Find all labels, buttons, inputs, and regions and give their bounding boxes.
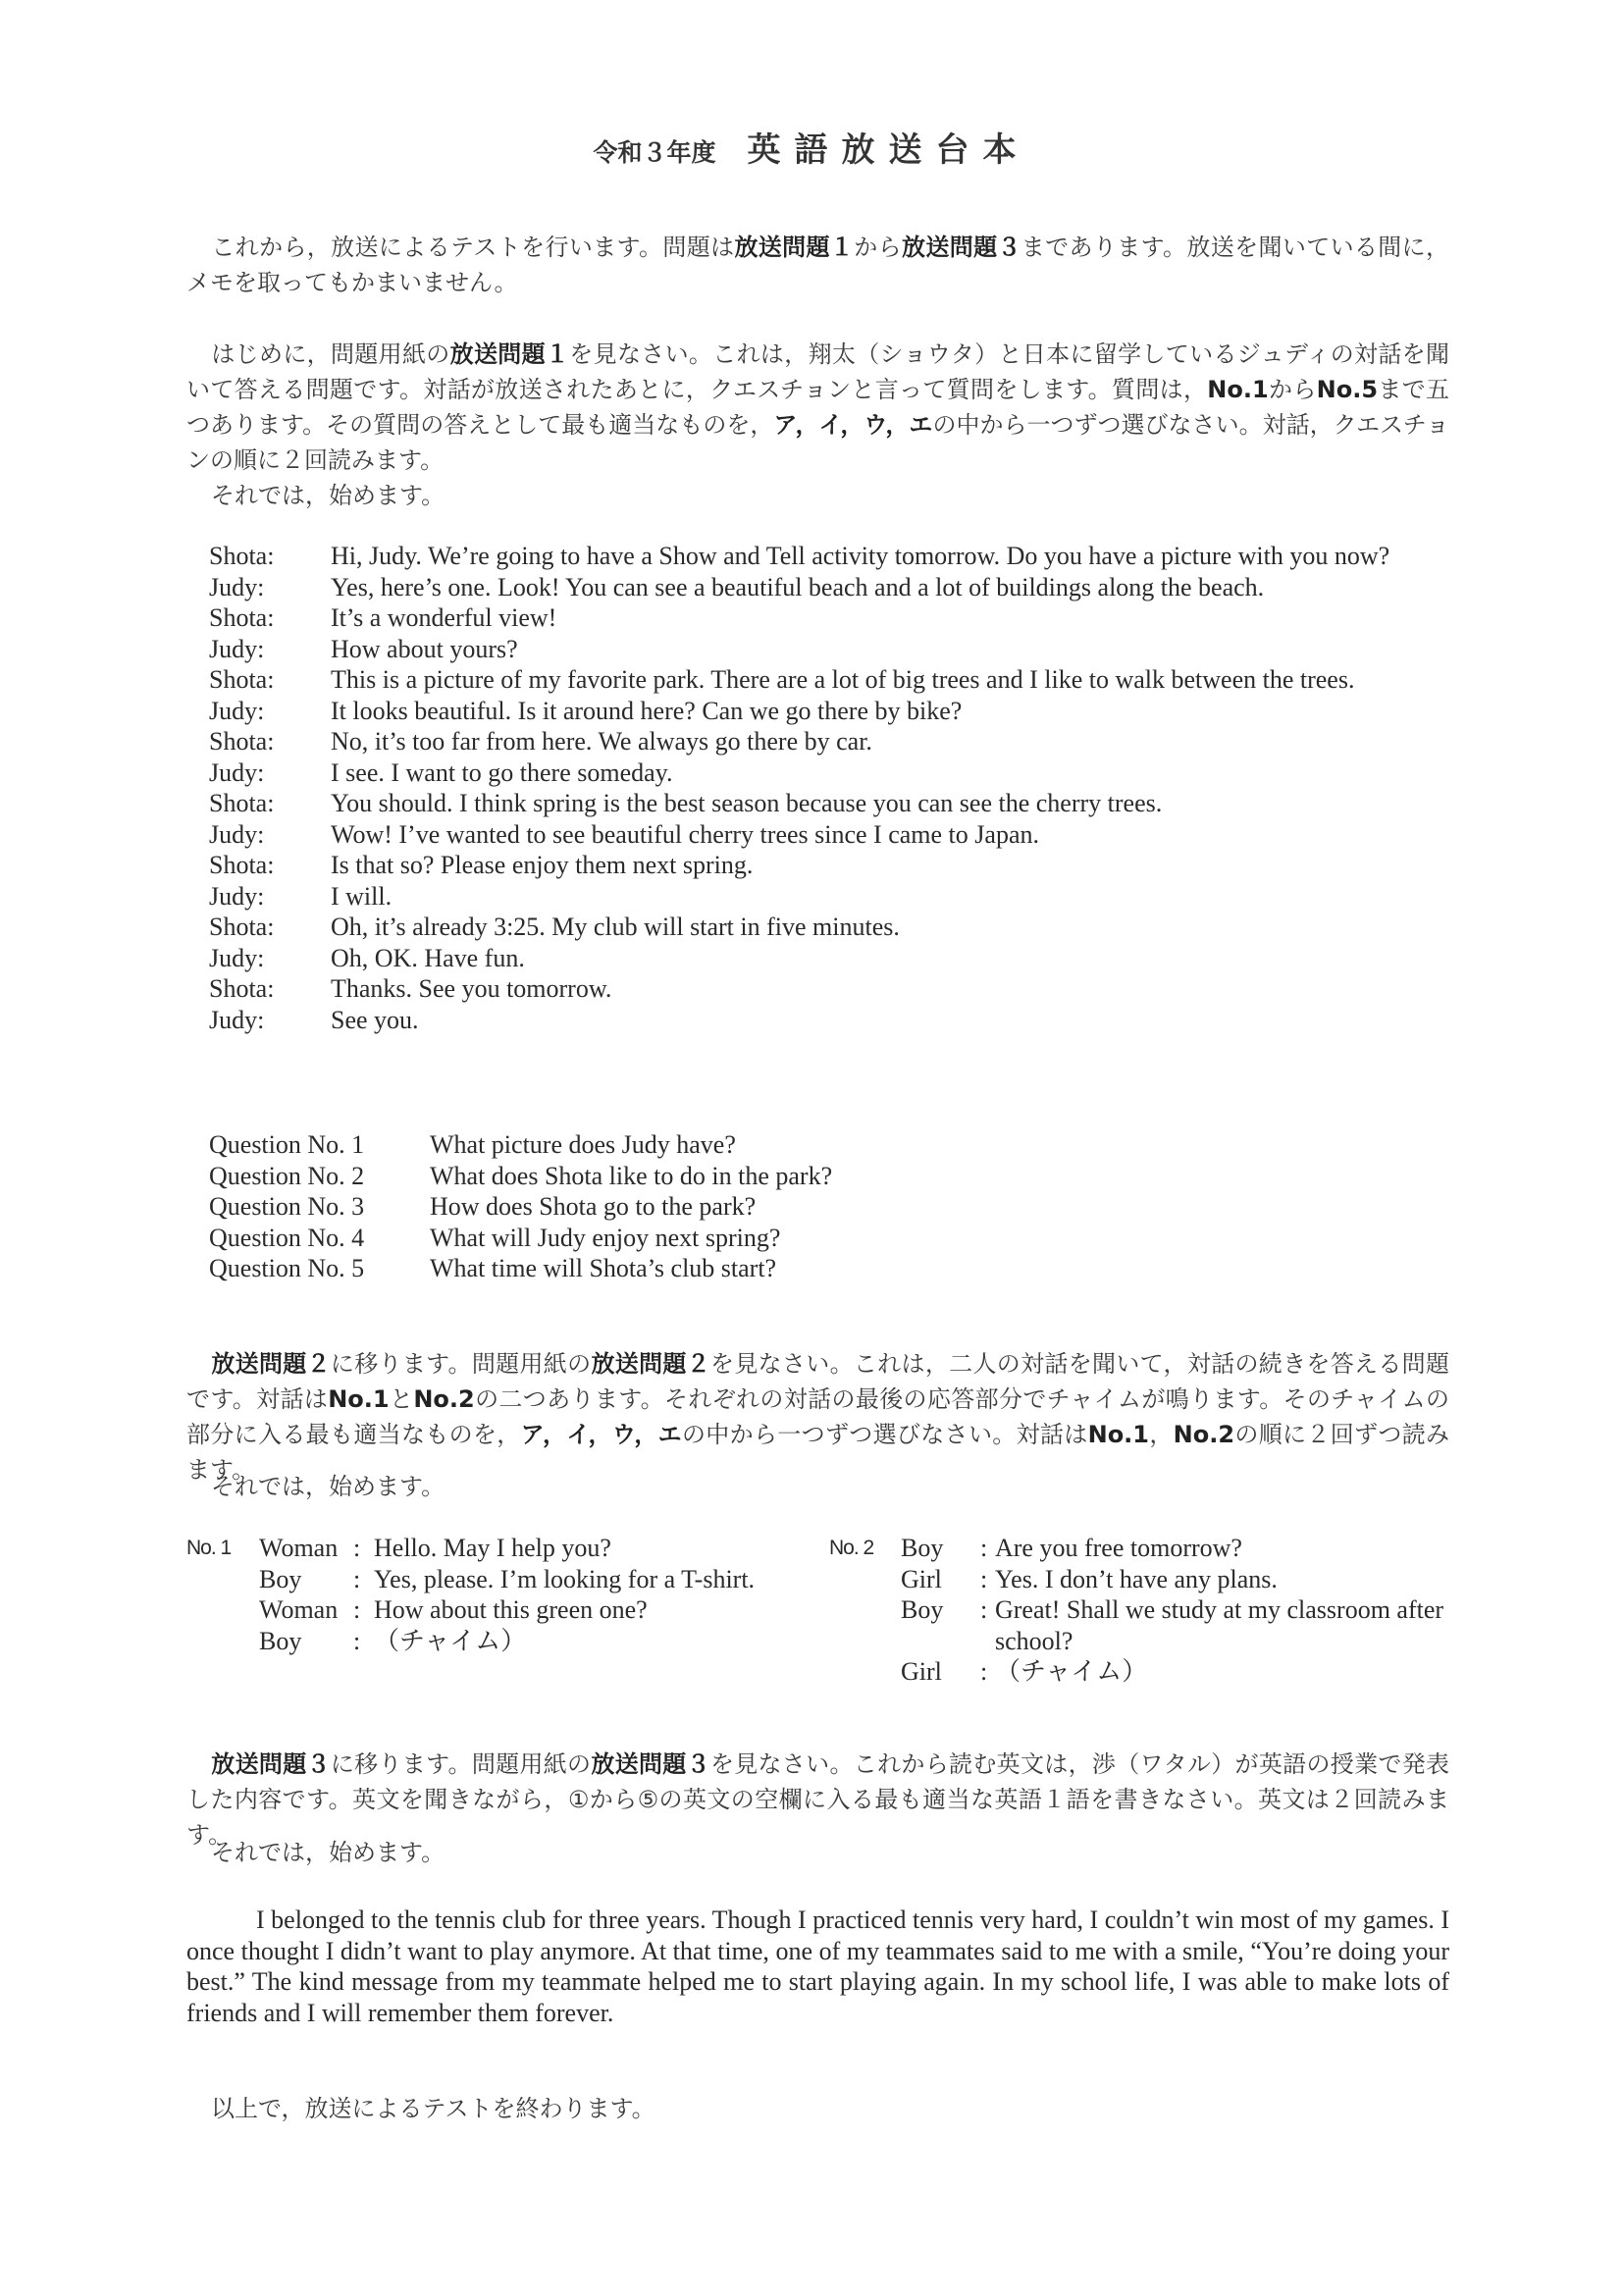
dialogue-line: Yes, please. I’m looking for a T-shirt. (374, 1564, 756, 1593)
speaker-name: Girl (901, 1657, 942, 1686)
question-text: What will Judy enjoy next spring? (430, 1223, 781, 1252)
question-text: How does Shota go to the park? (430, 1192, 757, 1221)
section2-dialogue-no2 (829, 1533, 1451, 1688)
speaker-name: Boy (259, 1564, 302, 1593)
page-title (0, 123, 1623, 171)
speaker-name: Boy (259, 1626, 302, 1655)
dialogue-line: I will. (331, 881, 393, 911)
text-segment: の中から一つずつ選びなさい。対話，クエスチョンの順に２回読みます。 (186, 411, 1449, 474)
dialogue-line: Is that so? Please enjoy them next spring. (331, 851, 754, 879)
text-segment: これから，放送によるテストを行います。問題は (211, 234, 735, 261)
spacer (186, 1564, 259, 1595)
speaker-name: Judy: (209, 819, 265, 849)
text-segment: の二つあります。それぞれの対話の最後の応答部分でチャイムが鳴ります。そのチャイムの部分に入る最も適当なものを， (186, 1385, 1450, 1448)
text-segment: と (389, 1385, 414, 1413)
bold-term: 放送問題３ (211, 1750, 331, 1778)
bold-term: No.1 (1207, 376, 1269, 403)
speaker-name: Shota: (209, 851, 275, 879)
text-segment: の順に２回ずつ読みます。 (186, 1421, 1450, 1484)
speaker-name: Shota: (209, 542, 275, 570)
intro-paragraph (186, 230, 1449, 300)
text-segment: はじめに，問題用紙の (211, 340, 450, 368)
text-segment: の中から一つずつ選びなさい。対話は (681, 1421, 1088, 1448)
question-label: Question No. 1 (209, 1130, 365, 1159)
question-text: What picture does Judy have? (430, 1130, 736, 1159)
text-segment: から (1268, 376, 1317, 403)
dialogue-line: Thanks. See you tomorrow. (331, 974, 612, 1003)
dialogue-line: Oh, OK. Have fun. (331, 943, 525, 972)
colon: : (980, 1657, 988, 1686)
question-label: Question No. 2 (209, 1161, 365, 1190)
speaker-name: Judy: (209, 757, 265, 787)
section1-dialogue (209, 541, 1449, 1035)
colon: : (353, 1595, 361, 1624)
speaker-name: Shota: (209, 665, 275, 694)
speaker-name: Boy (901, 1534, 944, 1562)
section2-dialogue-no1 (186, 1533, 755, 1656)
speaker-name: Woman (259, 1595, 339, 1624)
spacer (186, 1594, 259, 1626)
dialogue-line: （チャイム） (374, 1626, 527, 1655)
closing-text: 以上で，放送によるテストを終わります。 (211, 2095, 655, 2122)
text-segment: まで五つあります。その質問の答えとして最も適当なものを， (186, 376, 1450, 439)
dialogue-line: Yes. I don’t have any plans. (995, 1564, 1278, 1593)
colon: : (980, 1595, 988, 1624)
dialogue-line: Yes, here’s one. Look! You can see a beautiful beach and a lot of buildings along the beach. (331, 572, 1265, 601)
bold-term: 放送問題３ (591, 1750, 710, 1778)
speaker-name: Girl (901, 1564, 942, 1593)
colon: : (353, 1626, 361, 1655)
bold-term: 放送問題２ (211, 1350, 331, 1378)
section2-start: それでは，始めます。 (211, 1473, 445, 1500)
text-segment: を見なさい。これは，二人の対話を聞いて，対話の続きを答える問題です。対話は (186, 1350, 1449, 1413)
speaker-name: Shota: (209, 727, 275, 756)
spacer (186, 1626, 259, 1657)
text-segment: ， (1149, 1421, 1174, 1448)
dialogue-line: How about this green one? (374, 1595, 648, 1624)
question-text: What does Shota like to do in the park? (430, 1161, 833, 1190)
speaker-name: Shota: (209, 789, 275, 817)
spacer (829, 1656, 901, 1688)
bold-term: 放送問題１ (734, 234, 855, 261)
speaker-name: Shota: (209, 974, 275, 1003)
text-segment: を見なさい。これは，翔太（ショウタ）と日本に留学しているジュディの対話を聞いて答える問題です。対話が放送されたあとに，クエスチョンと言って質問をします。質問は， (186, 340, 1450, 403)
speaker-name: Judy: (209, 1005, 265, 1034)
text-segment: を見なさい。これから読む英文は，渉（ワタル）が英語の授業で発表した内容です。英文を聞きながら，①から⑤の英文の空欄に入る最も適当な英語１語を書きなさい。英文は２回読みます。 (186, 1750, 1450, 1849)
dialogue-number: No. 1 (186, 1537, 232, 1559)
text-segment: から (854, 234, 902, 261)
section2-instructions (186, 1346, 1449, 1487)
dialogue-line: Wow! I’ve wanted to see beautiful cherry trees since I came to Japan. (331, 819, 1039, 849)
dialogue-line: Great! Shall we study at my classroom after school? (995, 1595, 1444, 1655)
section3-start: それでは，始めます。 (211, 1839, 445, 1866)
dialogue-line: I see. I want to go there someday. (331, 757, 673, 787)
bold-term: 放送問題２ (591, 1350, 711, 1378)
bold-term: ア，イ，ウ，エ (520, 1421, 682, 1448)
colon: : (980, 1534, 988, 1562)
text-segment: まであります。放送を聞いている間に，メモを取ってもかまいません。 (186, 234, 1450, 296)
dialogue-line: It’s a wonderful view! (331, 603, 557, 632)
dialogue-line: No, it’s too far from here. We always go there by car. (331, 727, 872, 756)
colon: : (353, 1564, 361, 1593)
bold-term: No.2 (413, 1385, 475, 1413)
dialogue-line: How about yours? (331, 634, 518, 663)
section1-instructions (186, 337, 1449, 478)
bold-term: No.1 (1087, 1421, 1149, 1448)
dialogue-line: Hello. May I help you? (374, 1534, 611, 1562)
bold-term: No.5 (1316, 376, 1379, 403)
text-segment: に移ります。問題用紙の (330, 1350, 592, 1378)
question-text: What time will Shota’s club start? (430, 1254, 777, 1282)
speaker-name: Shota: (209, 603, 275, 632)
title-main: 英語放送台本 (747, 130, 1030, 170)
section3-passage: I belonged to the tennis club for three years. Though I practiced tennis very hard, I couldn’t win most of my games. I once thought I didn’t want to play anymore. At that time, one of my teammates said to me with a smile, “You’re doing your best.” The kind message from my teammate helped me to start playing again. In my school life, I was able to make lots of friends and I will remember them forever. (186, 1905, 1449, 2027)
speaker-name: Judy: (209, 881, 265, 911)
bold-term: 放送問題３ (901, 234, 1021, 261)
speaker-name: Shota: (209, 913, 275, 941)
question-label: Question No. 4 (209, 1223, 365, 1252)
question-label: Question No. 3 (209, 1192, 365, 1221)
speaker-name: Judy: (209, 943, 265, 972)
dialogue-line: Are you free tomorrow? (995, 1534, 1242, 1562)
speaker-name: Judy: (209, 696, 265, 725)
colon: : (353, 1534, 361, 1562)
dialogue-line: （チャイム） (995, 1657, 1148, 1686)
dialogue-line: Oh, it’s already 3:25. My club will start in five minutes. (331, 913, 900, 941)
dialogue-number: No. 2 (829, 1537, 874, 1559)
dialogue-line: You should. I think spring is the best season because you can see the cherry trees. (331, 789, 1163, 817)
title-year: 令和３年度 (593, 138, 716, 167)
dialogue-line: It looks beautiful. Is it around here? Can we go there by bike? (331, 696, 963, 725)
text-segment: に移ります。問題用紙の (330, 1750, 592, 1778)
spacer (829, 1564, 901, 1595)
colon: : (980, 1564, 988, 1593)
section1-questions (209, 1129, 1117, 1284)
bold-term: No.1 (328, 1385, 390, 1413)
speaker-name: Judy: (209, 572, 265, 601)
bold-term: No.2 (1173, 1421, 1235, 1448)
bold-term: 放送問題１ (449, 340, 570, 368)
speaker-name: Woman (259, 1534, 339, 1562)
dialogue-line: See you. (331, 1005, 419, 1034)
bold-term: ア，イ，ウ，エ (773, 411, 933, 439)
spacer (829, 1594, 901, 1656)
dialogue-line: Hi, Judy. We’re going to have a Show and Tell activity tomorrow. Do you have a picture with you now? (331, 542, 1390, 570)
dialogue-line: This is a picture of my favorite park. There are a lot of big trees and I like to walk between the trees. (331, 665, 1355, 694)
speaker-name: Judy: (209, 634, 265, 663)
speaker-name: Boy (901, 1595, 944, 1624)
section1-start: それでは，始めます。 (211, 482, 445, 509)
question-label: Question No. 5 (209, 1254, 365, 1282)
